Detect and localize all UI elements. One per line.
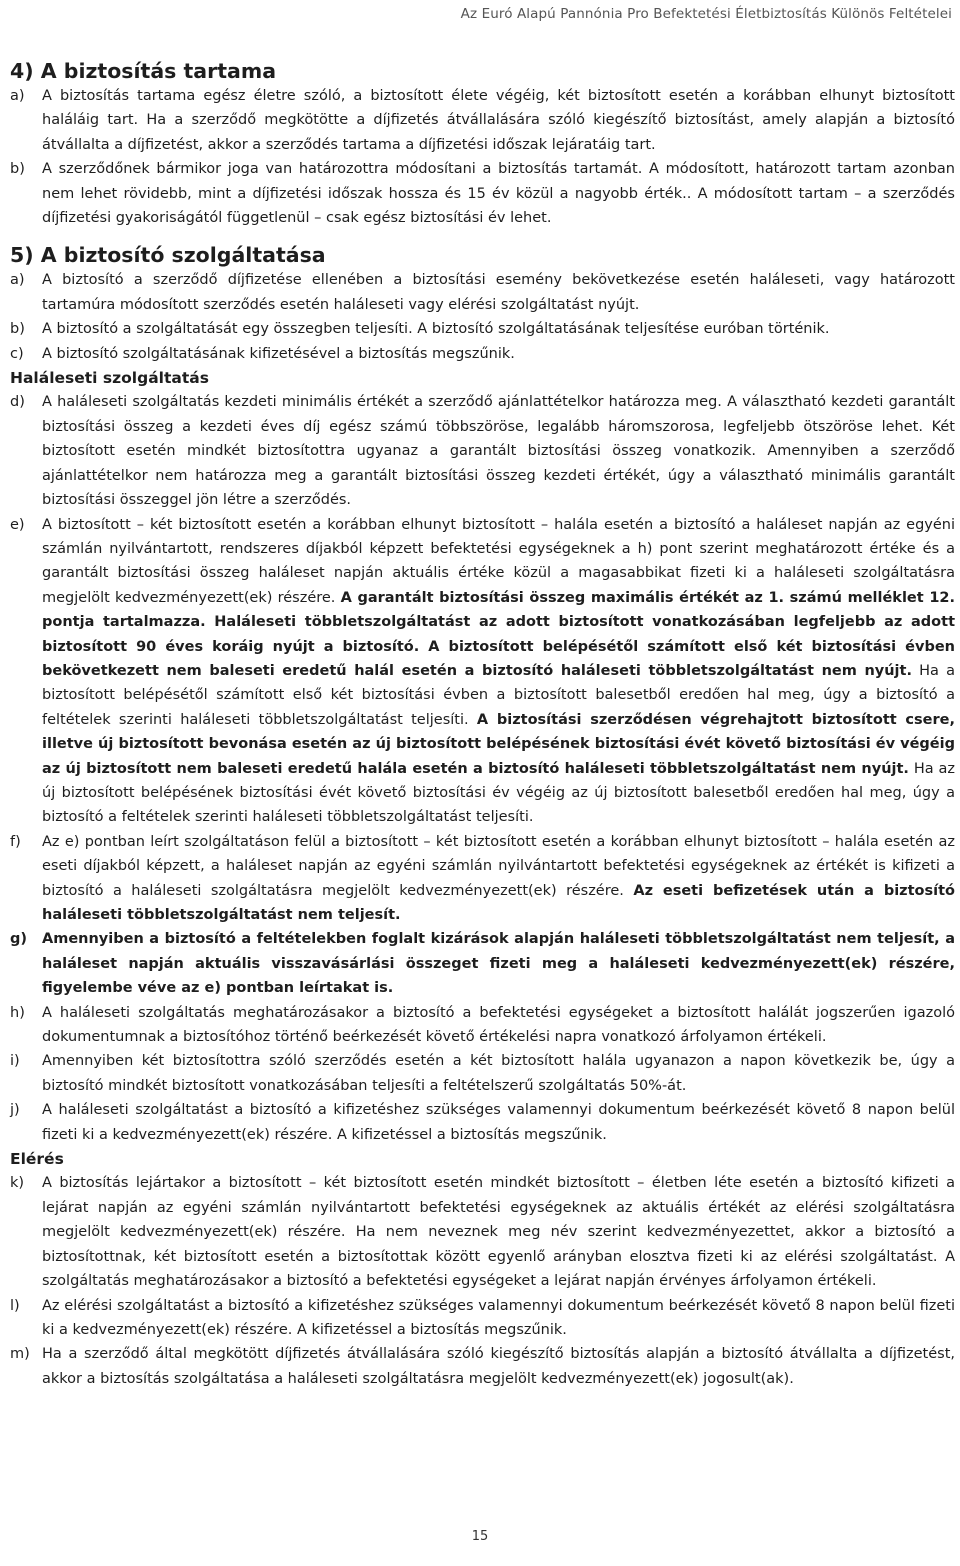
- text-run: A haláleseti szolgáltatás kezdeti minimális értékét a szerződő ajánlattételkor határozza meg. A választható kezdeti garantált biztosítási összeg a kezdeti éves díj egész számú többszöröse, legalább háromszorosa, legfeljebb ötszöröse lehet. Két biztosított esetén mindkét biztosítottra ugyanaz a garantált biztosítási összeg vonatkozik. Amennyiben a szerződő ajánlattételkor nem határozza meg a garantált biztosítási összeg kezdeti értékét, úgy a választható minimális garantált biztosítási összeggel jön létre a szerződés.: [42, 394, 955, 509]
- document-body: [10, 58, 955, 1391]
- bold-text-run: Amennyiben a biztosító a feltételekben foglalt kizárások alapján haláleseti többletszolgáltatást nem teljesít, a haláleset napján aktuális visszavásárlási összeget fizeti meg a haláleseti kedvezményezett(ek) részére, figyelembe véve az e) pontban leírtakat is.: [42, 931, 955, 997]
- bold-text-run: A biztosítási szerződésen végrehajtott biztosított csere, illetve új biztosított bevonása esetén az új biztosított belépésének biztosítási évét követő biztosítási év végéig az új biztosított nem baleseti eredetű halála esetén a biztosító haláleseti többletszolgáltatást nem nyújt.: [42, 711, 955, 777]
- item-marker: k): [10, 1175, 25, 1192]
- text-run: A haláleseti szolgáltatás meghatározásakor a biztosító a befektetési egységeket a biztosított halálát jogszerűen igazoló dokumentumnak a biztosítóhoz történő beérkezését követő értékelési napra vonatkozó árfolyamon értékeli.: [42, 1004, 955, 1046]
- bold-text-run: A garantált biztosítási összeg maximális értékét az 1. számú melléklet 12. pontja tartalmazza. Haláleseti többletszolgáltatást az adott biztosított vonatkozásában legfeljebb az adott biztosított 90 éves koráig nyújt a biztosító. A biztosított belépésétől számított első két biztosítási évben bekövetkezett nem baleseti eredetű halál esetén a biztosító haláleseti többletszolgáltatást nem nyújt.: [42, 589, 955, 679]
- text-run: A biztosító szolgáltatásának kifizetésével a biztosítás megszűnik.: [42, 345, 515, 362]
- text-run: Amennyiben két biztosítottra szóló szerződés esetén a két biztosított halála ugyanazon a napon következik be, úgy a biztosító mindkét biztosított vonatkozásában teljesíti a feltételszerű szolgáltatás 50%-át.: [42, 1053, 955, 1094]
- text-run: A haláleseti szolgáltatást a biztosító a kifizetéshez szükséges valamennyi dokumentum beérkezését követő 8 napon belül fizeti ki a kedvezményezett(ek) részére. A kifizetéssel a biztosítás megszűnik.: [42, 1102, 955, 1143]
- item-marker: b): [10, 161, 25, 178]
- text-run: Ha a szerződő által megkötött díjfizetés átvállalására szóló kiegészítő biztosítás alapján a biztosító átvállalta a díjfizetést, akkor a biztosítás szolgáltatása a haláleseti szolgáltatásra megjelölt kedvezményezett(ek) jogosult(ak).: [42, 1346, 955, 1387]
- text-run: Ha az új biztosított belépésének biztosítási évét követő biztosítási év végéig az új biztosított balesetből eredően hal meg, úgy a biztosító a feltételek szerinti haláleseti többletszolgáltatást teljesíti.: [42, 760, 955, 826]
- item-marker: a): [10, 88, 25, 104]
- text-run: A biztosítás tartama egész életre szóló, a biztosított élete végéig, két biztosított esetén a korábban elhunyt biztosított haláláig tart. Ha a szerződő megkötötte a díjfizetés átvállalására szóló kiegészítő biztosítást, amely alapján a biztosító átvállalta a díjfizetést, akkor a szerződés tartama a díjfizetési időszak lejáratáig tart.: [42, 88, 955, 153]
- death-benefit-heading: Haláleseti szolgáltatás: [10, 369, 209, 388]
- item-marker: g): [10, 931, 28, 948]
- list-item: [10, 1294, 955, 1343]
- item-marker: i): [10, 1053, 20, 1070]
- text-run: Az e) pontban leírt szolgáltatáson felül a biztosított – két biztosított esetén a korábban elhunyt biztosított – halála esetén az eseti díjakból képzett, a haláleset napján az egyéni számlán nyilvántartott befektetési egységeknek az értékét is kifizeti a biztosító a haláleseti szolgáltatásra megjelölt kedvezményezett(ek) részére.: [42, 833, 955, 899]
- list-item: [10, 1171, 955, 1293]
- item-marker: j): [10, 1102, 20, 1119]
- list-item: [10, 84, 955, 157]
- item-marker: a): [10, 272, 25, 289]
- maturity-benefit-heading: Elérés: [10, 1150, 64, 1169]
- list-item: [10, 1001, 955, 1050]
- list-item: [10, 1342, 955, 1391]
- text-run: Az elérési szolgáltatást a biztosító a kifizetéshez szükséges valamennyi dokumentum beérkezését követő 8 napon belül fizeti ki a kedvezményezett(ek) részére. A kifizetéssel a biztosítás megszűnik.: [42, 1297, 955, 1338]
- list-item: [10, 342, 955, 366]
- running-header: Az Euró Alapú Pannónia Pro Befektetési Életbiztosítás Különös Feltételei: [460, 6, 952, 22]
- item-marker: e): [10, 516, 25, 533]
- list-item: [10, 513, 955, 830]
- text-run: A biztosítás lejártakor a biztosított – két biztosított esetén mindkét biztosított – életben léte esetén a biztosító kifizeti a lejárat napján az egyéni számlán nyilvántartott befektetési egységeknek az aktuális értékét az elérési szolgáltatásra megjelölt kedvezményezett(ek) részére. Ha nem neveznek meg név szerint kedvezményezettet, akkor a biztosító a biztosítottnak, két biztosított esetén a biztosítottak között egyenlő arányban elosztva fizeti ki az elérési szolgáltatást. A szolgáltatás meghatározásakor a biztosító a befektetési egységeket a lejárat napján érvényes árfolyamon értékeli.: [42, 1175, 955, 1290]
- list-item: [10, 1098, 955, 1147]
- item-marker: d): [10, 394, 25, 411]
- text-run: Ha a biztosított belépésétől számított első két biztosítási évben a biztosított balesetből eredően hal meg, úgy a biztosító a feltételek szerinti haláleseti többletszolgáltatást teljesíti.: [42, 662, 955, 728]
- list-item: [10, 157, 955, 230]
- item-marker: c): [10, 345, 24, 362]
- text-run: A biztosító a szolgáltatását egy összegben teljesíti. A biztosító szolgáltatásának teljesítése euróban történik.: [42, 321, 830, 338]
- page-number: 15: [471, 1529, 489, 1544]
- item-marker: f): [10, 833, 21, 850]
- item-marker: m): [10, 1346, 30, 1363]
- list-item: [10, 317, 955, 341]
- death-benefit-items: [10, 390, 955, 1147]
- section-5-title: 5) A biztosító szolgáltatása: [10, 243, 326, 268]
- text-run: A szerződőnek bármikor joga van határozottra módosítani a biztosítás tartamát. A módosított, határozott tartam azonban nem lehet rövidebb, mint a díjfizetési időszak hossza és 15 év közül a nagyobb érték.. A módosított tartam – a szerződés díjfizetési gyakoriságától függetlenül – csak egész biztosítási év lehet.: [42, 161, 955, 227]
- list-item: [10, 927, 955, 1000]
- list-item: [10, 830, 955, 928]
- section-5-intro-items: [10, 268, 955, 366]
- list-item: [10, 268, 955, 317]
- bold-text-run: Az eseti befizetések után a biztosító haláleseti többletszolgáltatást nem teljesít.: [42, 882, 955, 923]
- section-4-items: [10, 84, 955, 230]
- item-marker: b): [10, 321, 25, 338]
- text-run: A biztosító a szerződő díjfizetése ellenében a biztosítási esemény bekövetkezése esetén haláleseti, vagy határozott tartamúra módosított szerződés esetén haláleseti vagy elérési szolgáltatást nyújt.: [42, 272, 955, 313]
- text-run: A biztosított – két biztosított esetén a korábban elhunyt biztosított – halála esetén a biztosító a haláleset napján az egyéni számlán nyilvántartott, rendszeres díjakból képzett befektetési egységeknek a h) pont szerint meghatározott értéke és a garantált biztosítási összeg haláleset napján aktuális értéke közül a magasabbikat fizeti ki a haláleseti szolgáltatásra megjelölt kedvezményezett(ek) részére.: [42, 516, 955, 606]
- list-item: [10, 390, 955, 512]
- maturity-benefit-items: [10, 1171, 955, 1391]
- section-4-title: 4) A biztosítás tartama: [10, 59, 277, 83]
- list-item: [10, 1049, 955, 1098]
- item-marker: l): [10, 1297, 20, 1314]
- item-marker: h): [10, 1004, 25, 1021]
